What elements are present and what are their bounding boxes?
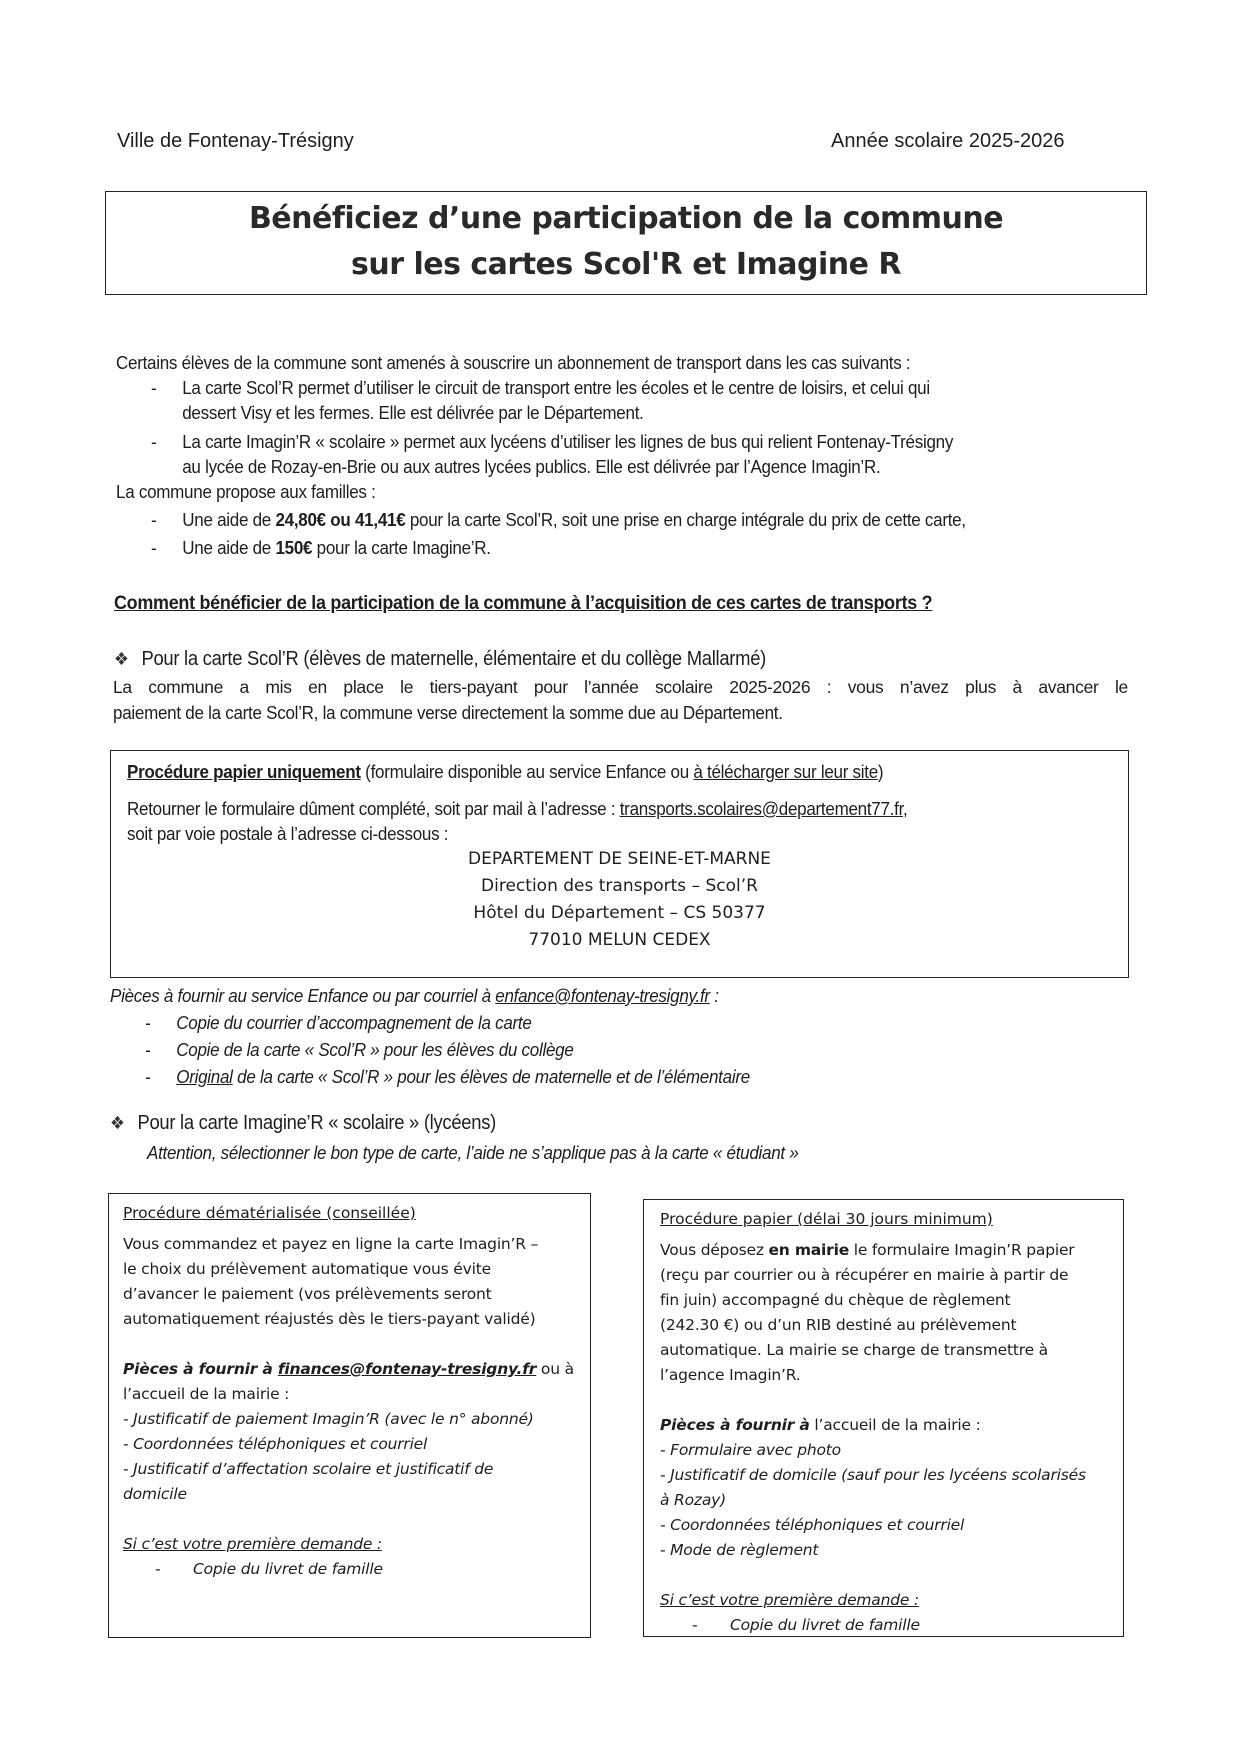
desc-line: automatiquement réajustés dès le tiers-payant validé)	[123, 1310, 536, 1328]
postal-lead: soit par voie postale à l’adresse ci-dessous :	[127, 823, 449, 844]
dash-bullet: -	[144, 1066, 151, 1087]
documents-lead	[110, 983, 1122, 1008]
desc-text: Vous déposez	[660, 1241, 769, 1259]
school-year: Année scolaire 2025-2026	[831, 130, 1065, 152]
imaginer-heading-row	[110, 1112, 1122, 1135]
online-procedure-title: Procédure dématérialisée (conseillée)	[123, 1204, 416, 1222]
first-request-label: Si c’est votre première demande :	[123, 1535, 382, 1553]
doc-item: - Coordonnées téléphoniques et courriel	[660, 1516, 965, 1534]
municipality-name: Ville de Fontenay-Trésigny	[117, 130, 354, 152]
address-line: Direction des transports – Scol’R	[481, 876, 758, 896]
download-link[interactable]: à télécharger sur leur site	[693, 761, 878, 782]
document-text: de la carte « Scol’R » pour les élèves de maternelle et de l’élémentaire	[232, 1066, 750, 1087]
dash-bullet: -	[144, 1012, 151, 1033]
document-text: Copie de la carte « Scol’R » pour les élèves du collège	[176, 1039, 574, 1060]
document-item	[110, 1064, 1122, 1089]
doc-item: - Coordonnées téléphoniques et courriel	[123, 1435, 428, 1453]
offer-lead: La commune propose aux familles :	[116, 481, 376, 502]
dash-bullet: -	[144, 1039, 151, 1060]
first-request-label: Si c’est votre première demande :	[660, 1591, 919, 1609]
desc-line: Vous commandez et payez en ligne la carte Imagin’R –	[123, 1235, 539, 1253]
title-box	[105, 191, 1147, 295]
docs-lead-bold: Pièces à fournir à	[123, 1360, 278, 1378]
title-line-1: Bénéficiez d’une participation de la commune	[248, 201, 1004, 236]
scolr-desc-line-1: La commune a mis en place le tiers-payant pour l’année scolaire 2025-2026 : vous n’avez plus à avancer le	[113, 677, 1128, 697]
scolr-documents	[110, 983, 1122, 1089]
offer-amount: 150€	[275, 537, 313, 558]
return-text: Retourner le formulaire dûment complété, soit par mail à l’adresse :	[127, 798, 620, 819]
intro-lead: Certains élèves de la commune sont amenés à souscrire un abonnement de transport dans les cas suivants :	[116, 352, 911, 373]
desc-line: l’agence Imagin’R.	[660, 1366, 801, 1384]
dash-bullet: -	[150, 537, 157, 558]
scolr-heading-row	[114, 648, 1126, 671]
dash-bullet: -	[150, 377, 157, 398]
diamond-bullet-icon: ❖	[114, 649, 129, 669]
desc-line: (242.30 €) ou d’un RIB destiné au prélèvement	[660, 1316, 1017, 1334]
document-emphasis: Original	[176, 1066, 233, 1087]
offer-text: Une aide de	[182, 509, 276, 530]
docs-lead-bold: Pièces à fournir à	[660, 1416, 810, 1434]
doc-item: - Justificatif de paiement Imagin’R (avec le n° abonné)	[123, 1410, 534, 1428]
case-text: La carte Imagin’R « scolaire » permet aux lycéens d’utiliser les lignes de bus qui relient Fontenay-Trésigny	[182, 431, 954, 452]
doc-item: - Justificatif de domicile (sauf pour les lycéens scolarisés	[660, 1466, 1086, 1484]
title-line-2: sur les cartes Scol'R et Imagine R	[350, 247, 901, 282]
docs-lead-text: l’accueil de la mairie :	[809, 1416, 981, 1434]
case-item	[116, 375, 1128, 425]
documents-lead-text: :	[709, 985, 719, 1006]
document-item	[110, 1037, 1122, 1062]
online-procedure-desc	[123, 1232, 576, 1582]
docs-lead-text: l’accueil de la mairie :	[123, 1385, 290, 1403]
doc-item: - Formulaire avec photo	[660, 1441, 841, 1459]
finances-email-link[interactable]: finances@fontenay-tresigny.fr	[277, 1360, 537, 1378]
desc-line: fin juin) accompagné du chèque de règlement	[660, 1291, 1011, 1309]
offer-item	[116, 535, 1128, 560]
document-item	[110, 1010, 1122, 1035]
offer-text: pour la carte Imagine’R.	[312, 537, 491, 558]
first-request-item	[660, 1613, 1107, 1638]
department-email-link[interactable]: transports.scolaires@departement77.fr	[619, 798, 904, 819]
imaginer-heading: Pour la carte Imagine’R « scolaire » (lycéens)	[137, 1112, 496, 1134]
address-line: 77010 MELUN CEDEX	[528, 930, 711, 950]
scolr-procedure-box	[110, 750, 1129, 978]
offer-amount: 24,80€ ou 41,41€	[275, 509, 406, 530]
offer-item	[116, 507, 1128, 532]
diamond-bullet-icon: ❖	[110, 1113, 125, 1133]
desc-line: le choix du prélèvement automatique vous évite	[123, 1260, 491, 1278]
dash-bullet: -	[155, 1560, 161, 1578]
address-line: DEPARTEMENT DE SEINE-ET-MARNE	[468, 849, 771, 869]
desc-text: le formulaire Imagin’R papier	[849, 1241, 1075, 1259]
scolr-desc-line-2: paiement de la carte Scol’R, la commune verse directement la somme due au Département.	[113, 702, 783, 723]
paper-desc-first-line	[660, 1238, 1107, 1263]
enfance-email-link[interactable]: enfance@fontenay-tresigny.fr	[495, 985, 710, 1006]
desc-bold: en mairie	[768, 1241, 850, 1259]
offer-text: pour la carte Scol’R, soit une prise en charge intégrale du prix de cette carte,	[405, 509, 966, 530]
imaginer-warning: Attention, sélectionner le bon type de carte, l’aide ne s’applique pas à la carte « étudiant »	[147, 1142, 799, 1163]
first-request-text: Copie du livret de famille	[730, 1616, 920, 1634]
desc-line: (reçu par courrier ou à récupérer en mairie à partir de	[660, 1266, 1069, 1284]
address-line: Hôtel du Département – CS 50377	[473, 903, 766, 923]
dash-bullet: -	[692, 1616, 698, 1634]
scolr-box-title-row	[127, 759, 1130, 784]
dash-bullet: -	[150, 431, 157, 452]
document-text: Copie du courrier d’accompagnement de la carte	[176, 1012, 532, 1033]
paper-procedure-box	[643, 1199, 1124, 1637]
doc-item: - Mode de règlement	[660, 1541, 819, 1559]
online-procedure-box	[108, 1193, 591, 1638]
offer-text: Une aide de	[182, 537, 276, 558]
paper-procedure-desc	[660, 1238, 1107, 1638]
first-request-text: Copie du livret de famille	[193, 1560, 383, 1578]
postal-address	[127, 846, 1112, 954]
doc-item: domicile	[123, 1485, 187, 1503]
paper-procedure-title: Procédure papier (délai 30 jours minimum)	[660, 1210, 993, 1228]
case-text: au lycée de Rozay-en-Brie ou aux autres lycées publics. Elle est délivrée par l’Agence Imagin’R.	[182, 456, 881, 477]
dash-bullet: -	[150, 509, 157, 530]
first-request-item	[123, 1557, 576, 1582]
scolr-heading: Pour la carte Scol’R (élèves de maternelle, élémentaire et du collège Mallarmé)	[141, 648, 767, 670]
doc-item: à Rozay)	[660, 1491, 726, 1509]
case-text: dessert Visy et les fermes. Elle est délivrée par le Département.	[182, 402, 644, 423]
online-docs-lead	[123, 1357, 576, 1382]
return-text: ,	[903, 798, 908, 819]
scolr-box-title-note: )	[877, 761, 884, 782]
paper-docs-lead	[660, 1413, 1107, 1438]
desc-line: d’avancer le paiement (vos prélèvements seront	[123, 1285, 492, 1303]
case-text: La carte Scol’R permet d’utiliser le circuit de transport entre les écoles et le centre de loisirs, et celui qui	[182, 377, 930, 398]
case-item	[116, 429, 1128, 479]
how-to-heading: Comment bénéficier de la participation de la commune à l’acquisition de ces cartes de transports ?	[114, 592, 933, 614]
desc-line: automatique. La mairie se charge de transmettre à	[660, 1341, 1048, 1359]
intro-section	[116, 350, 1128, 560]
docs-lead-text: ou à	[536, 1360, 574, 1378]
documents-lead-text: Pièces à fournir au service Enfance ou par courriel à	[110, 985, 496, 1006]
scolr-box-title: Procédure papier uniquement	[127, 761, 361, 782]
return-instructions	[127, 796, 1139, 821]
scolr-box-title-note: (formulaire disponible au service Enfance ou	[360, 761, 694, 782]
doc-item: - Justificatif d’affectation scolaire et justificatif de	[123, 1460, 494, 1478]
